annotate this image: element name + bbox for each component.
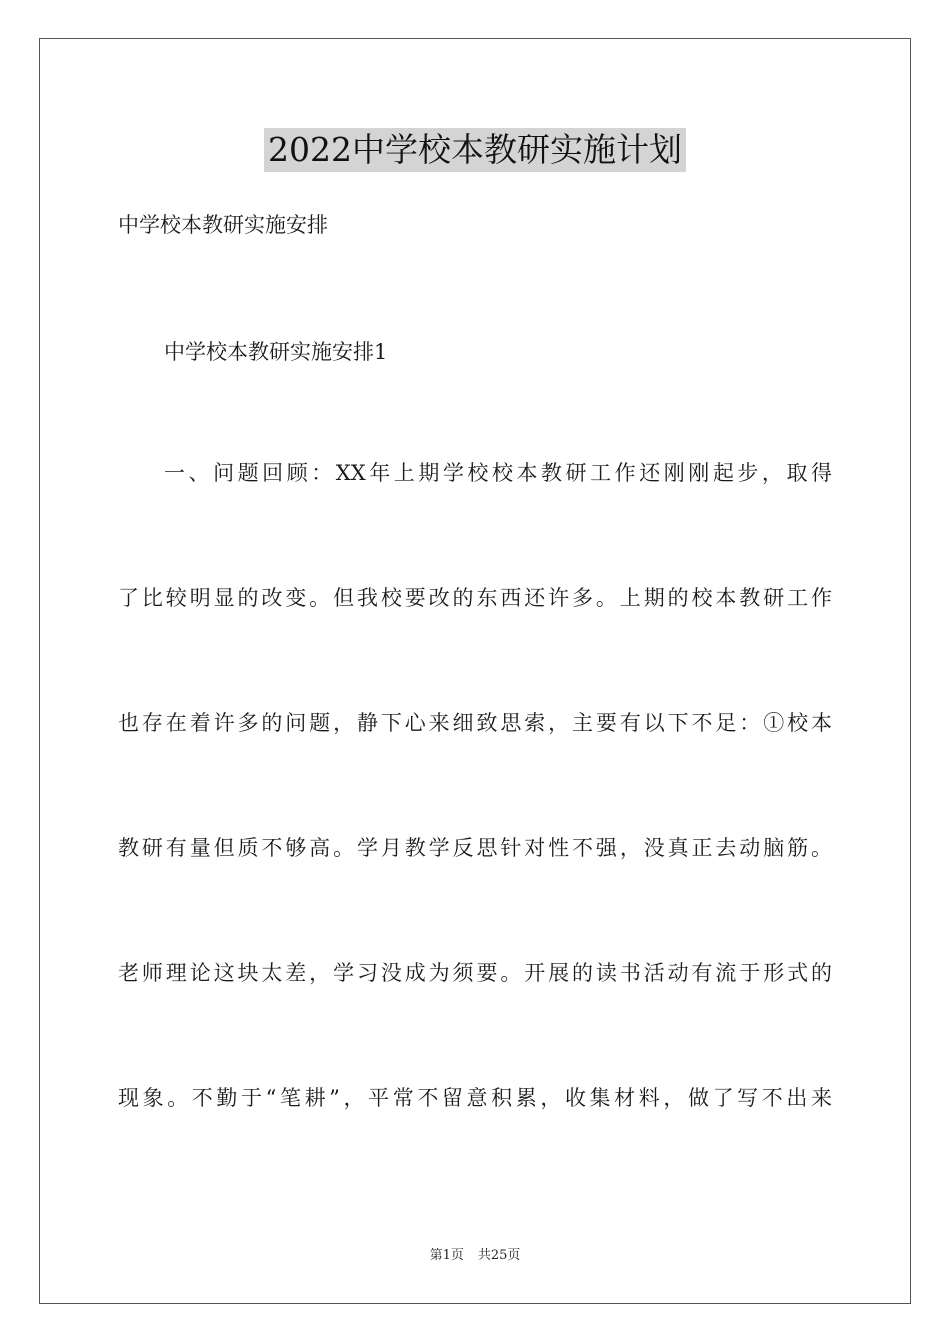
body-line-5: 老师理论这块太差，学习没成为须要。开展的读书活动有流于形式的 [118,961,832,985]
body-line-4: 教研有量但质不够高。学月教学反思针对性不强，没真正去动脑筋。 [118,836,832,860]
body-line-6: 现象。不勤于“笔耕”，平常不留意积累，收集材料，做了写不出来 [118,1086,832,1110]
document-subtitle: 中学校本教研实施安排 [118,213,328,237]
total-pages: 共25页 [477,1248,521,1263]
body-line-2: 了比较明显的改变。但我校要改的东西还许多。上期的校本教研工作 [118,586,832,610]
body-line-3: 也存在着许多的问题，静下心来细致思索，主要有以下不足：①校本 [118,711,832,735]
body-line-1: 一、问题回顾：XX年上期学校校本教研工作还刚刚起步，取得 [164,461,832,485]
document-title: 2022中学校本教研实施计划 [264,128,686,172]
page-number: 第1页 [429,1248,464,1263]
section-heading: 中学校本教研实施安排1 [164,340,388,364]
document-title-block [0,128,950,172]
page-footer [0,1247,950,1265]
